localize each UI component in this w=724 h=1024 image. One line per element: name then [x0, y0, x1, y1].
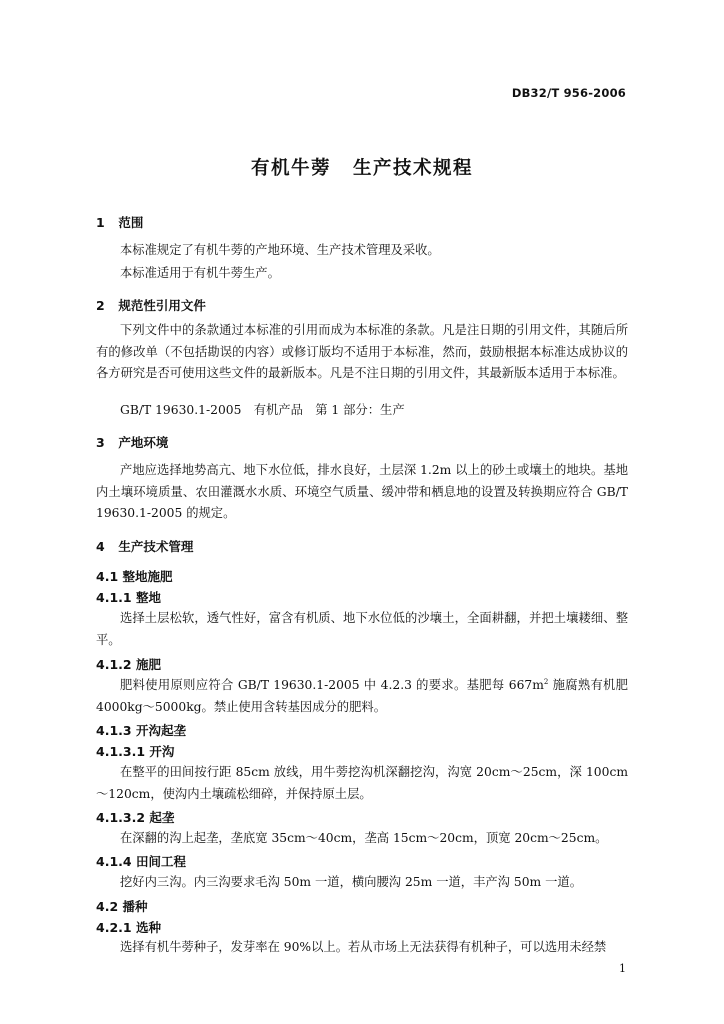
superscript-2: 2	[543, 677, 549, 686]
section-2-paragraph-1: 下列文件中的条款通过本标准的引用而成为本标准的条款。凡是注日期的引用文件，其随后所有的修改单（不包括勘误的内容）或修订版均不适用于本标准，然而，鼓励根据本标准达成协议的各方研究是否可使用这些文件的最新版本。凡是不注日期的引用文件，其最新版本适用于本标准。	[96, 323, 628, 380]
section-number: 4	[96, 539, 105, 554]
section-number: 4.1.4	[96, 854, 132, 869]
section-title: 田间工程	[135, 854, 186, 869]
section-number: 4.1.2	[96, 657, 132, 672]
section-1-heading	[96, 213, 143, 231]
section-title: 范围	[118, 215, 144, 230]
section-title: 生产技术管理	[118, 539, 194, 554]
section-number: 4.1.3	[96, 723, 132, 738]
section-number: 1	[96, 215, 105, 230]
title-part-1: 有机牛蒡	[250, 158, 331, 179]
section-title: 开沟	[149, 744, 175, 759]
section-title: 规范性引用文件	[118, 298, 206, 313]
section-number: 4.1.1	[96, 590, 132, 605]
section-number: 4.2	[96, 899, 119, 914]
fertilizer-text-a: 肥料使用原则应符合 GB/T 19630.1-2005 中 4.2.3 的要求。基肥每 667m	[120, 678, 544, 692]
document-title	[0, 154, 724, 180]
section-4-2-1-heading	[96, 918, 161, 936]
section-title: 起垄	[149, 810, 175, 825]
section-4-1-1-paragraph: 选择土层松软，透气性好，富含有机质、地下水位低的沙壤土，全面耕翻，并把土壤耧细、整平。	[96, 611, 628, 647]
section-title: 整地	[135, 590, 161, 605]
section-2-heading	[96, 296, 206, 314]
section-1-paragraph-2: 本标准适用于有机牛蒡生产。	[120, 266, 280, 280]
standard-code: DB32/T 956-2006	[511, 86, 626, 100]
section-number: 4.2.1	[96, 920, 132, 935]
section-3-heading	[96, 433, 168, 451]
section-4-1-3-1-paragraph: 在整平的田间按行距 85cm 放线，用牛蒡挖沟机深翻挖沟，沟宽 20cm～25cm，深 100cm～120cm，使沟内土壤疏松细碎，并保持原土层。	[96, 765, 628, 801]
section-number: 4.1.3.2	[96, 810, 146, 825]
section-4-1-4-paragraph: 挖好内三沟。内三沟要求毛沟 50m 一道，横向腰沟 25m 一道，丰产沟 50m 一道。	[120, 875, 582, 889]
section-4-1-3-1-heading	[96, 742, 174, 760]
section-4-1-3-heading	[96, 721, 186, 739]
section-4-1-2-heading	[96, 655, 161, 673]
section-number: 4.1	[96, 569, 119, 584]
section-3-paragraph-1: 产地应选择地势高亢、地下水位低，排水良好，土层深 1.2m 以上的砂土或壤土的地块。基地内土壤环境质量、农田灌溉水水质、环境空气质量、缓冲带和栖息地的设置及转换期应符合 GB/T 19630.1-2005 的规定。	[96, 463, 628, 520]
section-4-1-3-2-paragraph: 在深翻的沟上起垄，垄底宽 35cm～40cm，垄高 15cm～20cm，顶宽 20cm～25cm。	[120, 831, 608, 845]
fertilizer-text-b: 施腐熟有机肥 4000kg～5000kg。禁止使用含转基因成分的肥料。	[96, 678, 628, 714]
section-4-heading	[96, 537, 193, 555]
section-number: 2	[96, 298, 105, 313]
section-4-2-heading	[96, 897, 148, 915]
section-number: 3	[96, 435, 105, 450]
section-number: 4.1.3.1	[96, 744, 146, 759]
section-title: 产地环境	[118, 435, 169, 450]
section-title: 施肥	[135, 657, 161, 672]
section-4-1-heading	[96, 567, 173, 585]
title-part-2: 生产技术规程	[353, 158, 474, 179]
section-4-1-4-heading	[96, 852, 186, 870]
section-4-2-1-paragraph: 选择有机牛蒡种子，发芽率在 90%以上。若从市场上无法获得有机种子，可以选用未经禁	[120, 940, 607, 954]
page-number: 1	[619, 962, 626, 975]
section-1-paragraph-1: 本标准规定了有机牛蒡的产地环境、生产技术管理及采收。	[120, 243, 440, 257]
normative-reference: GB/T 19630.1-2005 有机产品 第 1 部分：生产	[120, 403, 405, 417]
section-title: 开沟起垄	[135, 723, 186, 738]
section-4-1-2-paragraph	[96, 675, 628, 718]
section-title: 整地施肥	[122, 569, 173, 584]
section-title: 选种	[135, 920, 161, 935]
section-title: 播种	[122, 899, 148, 914]
section-4-1-1-heading	[96, 588, 161, 606]
section-4-1-3-2-heading	[96, 808, 174, 826]
